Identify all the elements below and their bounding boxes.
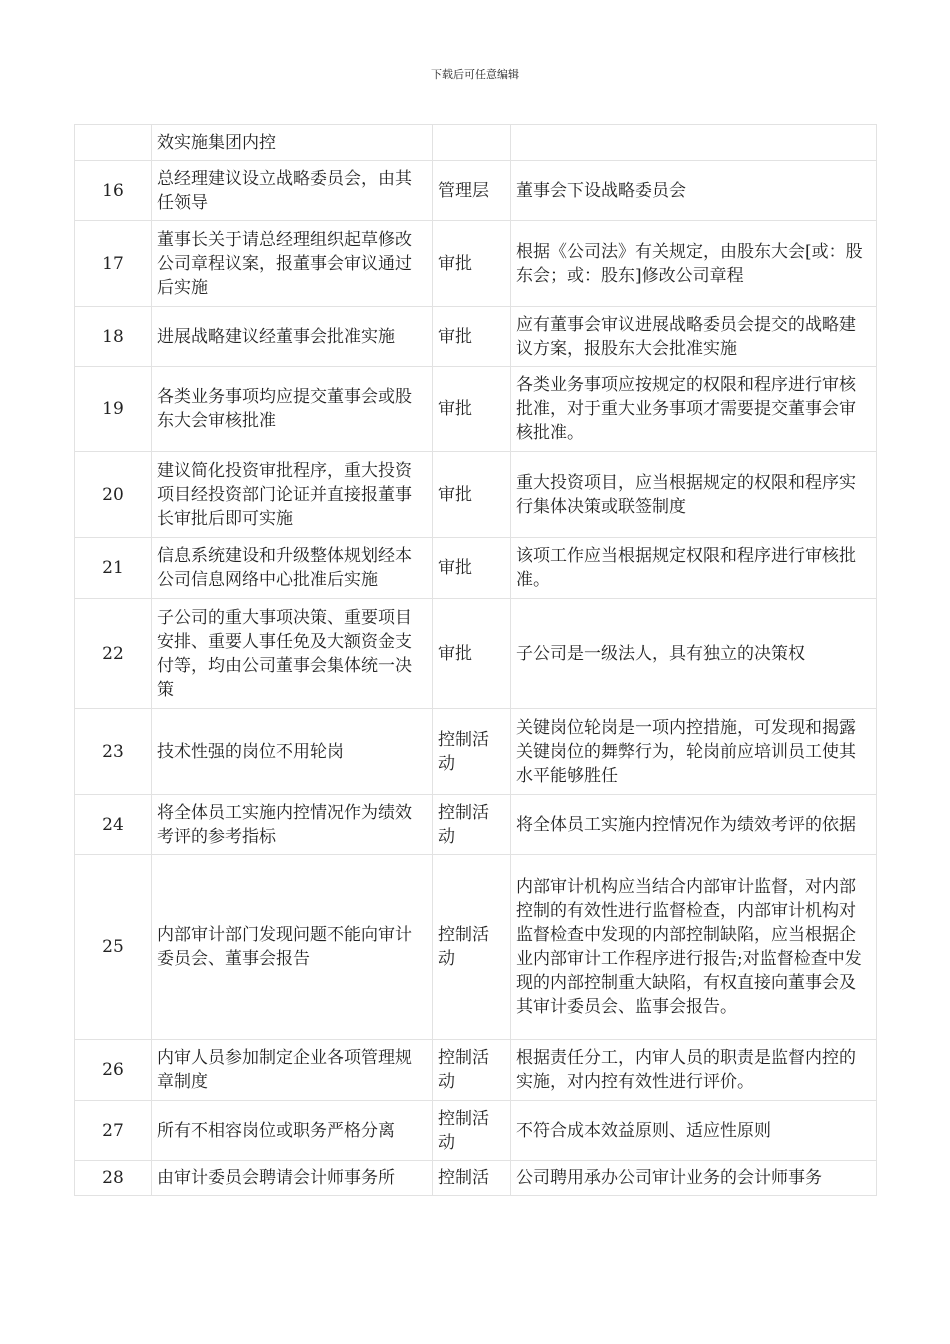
row-number: 23: [75, 709, 152, 795]
row-number: 19: [75, 367, 152, 452]
row-number: 18: [75, 307, 152, 367]
row-type: 控制活动: [433, 795, 511, 855]
table-row: [75, 709, 877, 795]
row-type: [433, 125, 511, 161]
row-type: 管理层: [433, 161, 511, 221]
row-reason: 根据责任分工，内审人员的职责是监督内控的实施，对内控有效性进行评价。: [511, 1040, 877, 1101]
row-type: 控制活动: [433, 709, 511, 795]
table-row: [75, 161, 877, 221]
row-item: 技术性强的岗位不用轮岗: [152, 709, 433, 795]
row-number: 26: [75, 1040, 152, 1101]
row-number: 25: [75, 855, 152, 1040]
table-row: [75, 452, 877, 538]
table-row: [75, 221, 877, 307]
page-header: 下载后可任意编辑: [431, 68, 519, 81]
row-number: 28: [75, 1161, 152, 1196]
row-number: [75, 125, 152, 161]
table-row: [75, 855, 877, 1040]
row-number: 22: [75, 599, 152, 709]
row-type: 审批: [433, 307, 511, 367]
row-type: 审批: [433, 538, 511, 599]
row-item: 建议简化投资审批程序，重大投资项目经投资部门论证并直接报董事长审批后即可实施: [152, 452, 433, 538]
table-row: [75, 367, 877, 452]
row-number: 27: [75, 1101, 152, 1161]
row-reason: 根据《公司法》有关规定，由股东大会[或：股东会；或：股东]修改公司章程: [511, 221, 877, 307]
row-number: 20: [75, 452, 152, 538]
row-reason: 将全体员工实施内控情况作为绩效考评的依据: [511, 795, 877, 855]
row-item: 信息系统建设和升级整体规划经本公司信息网络中心批准后实施: [152, 538, 433, 599]
row-item: 所有不相容岗位或职务严格分离: [152, 1101, 433, 1161]
row-type: 审批: [433, 221, 511, 307]
row-number: 17: [75, 221, 152, 307]
row-type: 审批: [433, 367, 511, 452]
row-reason: 公司聘用承办公司审计业务的会计师事务: [511, 1161, 877, 1196]
row-item: 内部审计部门发现问题不能向审计委员会、董事会报告: [152, 855, 433, 1040]
row-reason: 董事会下设战略委员会: [511, 161, 877, 221]
row-item: 将全体员工实施内控情况作为绩效考评的参考指标: [152, 795, 433, 855]
row-reason: 该项工作应当根据规定权限和程序进行审核批准。: [511, 538, 877, 599]
row-reason: 不符合成本效益原则、适应性原则: [511, 1101, 877, 1161]
row-number: 24: [75, 795, 152, 855]
row-number: 21: [75, 538, 152, 599]
row-reason: 关键岗位轮岗是一项内控措施，可发现和揭露关键岗位的舞弊行为，轮岗前应培训员工使其水平能够胜任: [511, 709, 877, 795]
row-type: 控制活: [433, 1161, 511, 1196]
row-type: 控制活动: [433, 1040, 511, 1101]
row-reason: 应有董事会审议进展战略委员会提交的战略建议方案，报股东大会批准实施: [511, 307, 877, 367]
row-item: 进展战略建议经董事会批准实施: [152, 307, 433, 367]
table-row: [75, 125, 877, 161]
row-reason: 重大投资项目，应当根据规定的权限和程序实行集体决策或联签制度: [511, 452, 877, 538]
row-number: 16: [75, 161, 152, 221]
row-type: 控制活动: [433, 855, 511, 1040]
row-reason: 内部审计机构应当结合内部审计监督，对内部控制的有效性进行监督检查，内部审计机构对监督检查中发现的内部控制缺陷，应当根据企业内部审计工作程序进行报告;对监督检查中发现的内部控制重大缺陷，有权直接向董事会及其审计委员会、监事会报告。: [511, 855, 877, 1040]
row-item: 子公司的重大事项决策、重要项目安排、重要人事任免及大额资金支付等，均由公司董事会集体统一决策: [152, 599, 433, 709]
row-reason: [511, 125, 877, 161]
row-item: 由审计委员会聘请会计师事务所: [152, 1161, 433, 1196]
row-item: 各类业务事项均应提交董事会或股东大会审核批准: [152, 367, 433, 452]
table-row: [75, 599, 877, 709]
table-row: [75, 1040, 877, 1101]
table-row: [75, 1161, 877, 1196]
row-type: 审批: [433, 599, 511, 709]
row-item: 董事长关于请总经理组织起草修改公司章程议案，报董事会审议通过后实施: [152, 221, 433, 307]
table-row: [75, 307, 877, 367]
row-item: 总经理建议设立战略委员会，由其任领导: [152, 161, 433, 221]
table-row: [75, 795, 877, 855]
internal-control-table: [74, 124, 877, 1196]
table-row: [75, 1101, 877, 1161]
row-type: 控制活动: [433, 1101, 511, 1161]
table-row: [75, 538, 877, 599]
row-item: 内审人员参加制定企业各项管理规章制度: [152, 1040, 433, 1101]
row-type: 审批: [433, 452, 511, 538]
row-item: 效实施集团内控: [152, 125, 433, 161]
row-reason: 子公司是一级法人，具有独立的决策权: [511, 599, 877, 709]
row-reason: 各类业务事项应按规定的权限和程序进行审核批准，对于重大业务事项才需要提交董事会审核批准。: [511, 367, 877, 452]
